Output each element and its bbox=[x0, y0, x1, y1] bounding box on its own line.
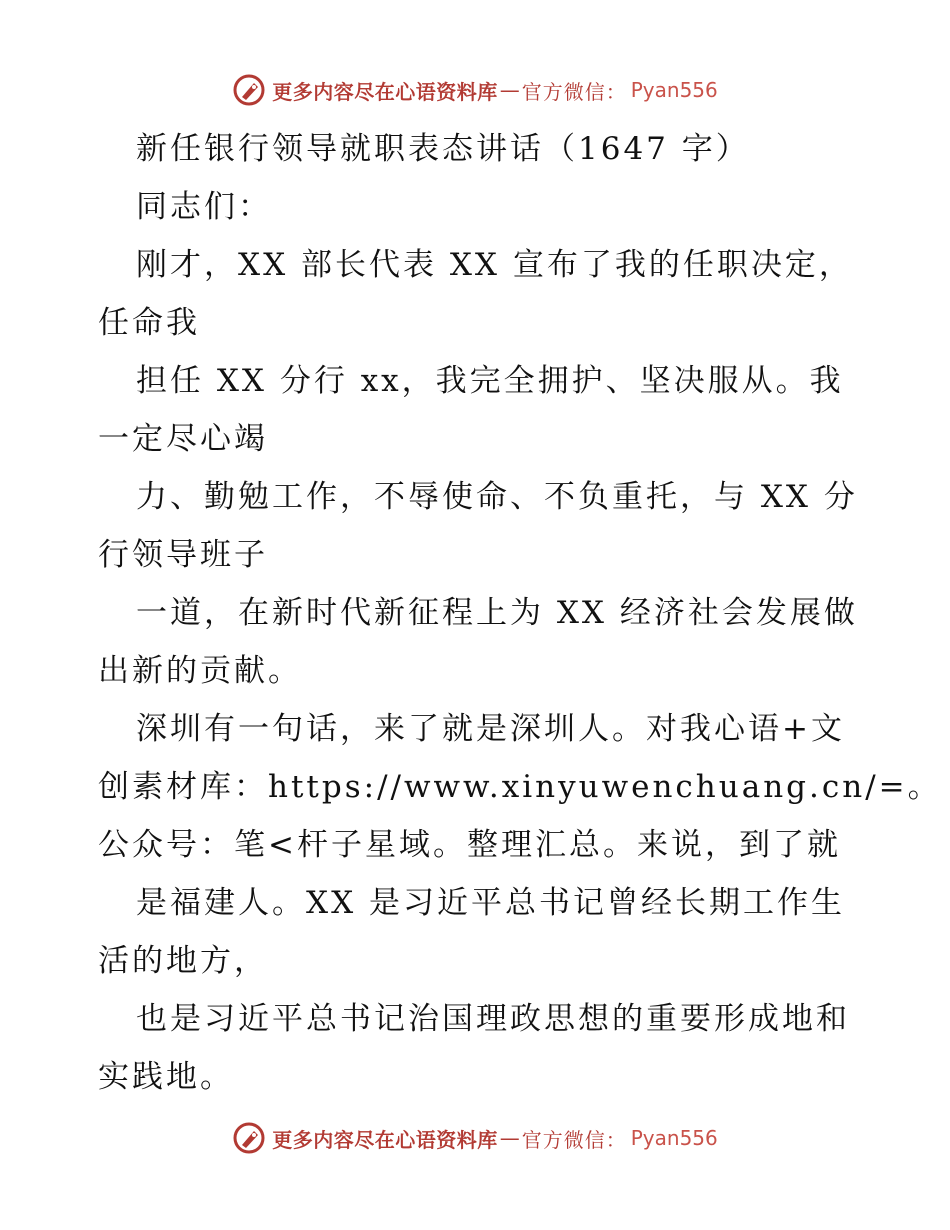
pen-nib-logo-icon bbox=[232, 1121, 266, 1155]
text-line: 是福建人。XX 是习近平总书记曾经长期工作生 bbox=[136, 885, 845, 921]
banner-wechat-label: 官方微信： bbox=[521, 1127, 627, 1152]
text-line: 活的地方， bbox=[98, 943, 268, 979]
header-watermark-banner bbox=[0, 70, 950, 110]
banner-wechat-id: Pyan556 bbox=[630, 78, 718, 102]
text-line: 任命我 bbox=[98, 305, 200, 341]
banner-wechat-id: Pyan556 bbox=[630, 1126, 718, 1150]
banner-dash: — bbox=[499, 1126, 520, 1150]
document-body bbox=[98, 120, 942, 1106]
text-line: 出新的贡献。 bbox=[98, 653, 302, 689]
text-line: 创素材库：https://www.xinyuwenchuang.cn/=。 bbox=[98, 769, 942, 805]
banner-brand-text: 更多内容尽在心语资料库 bbox=[272, 79, 498, 104]
banner-dash: — bbox=[499, 78, 520, 102]
text-line: 刚才，XX 部长代表 XX 宣布了我的任职决定， bbox=[136, 247, 853, 283]
banner-brand-text: 更多内容尽在心语资料库 bbox=[272, 1127, 498, 1152]
text-line: 实践地。 bbox=[98, 1059, 234, 1095]
text-line: 力、勤勉工作，不辱使命、不负重托，与 XX 分 bbox=[136, 479, 858, 515]
text-line: 公众号：笔<杆子星域。整理汇总。来说，到了就 bbox=[98, 827, 841, 863]
text-line: 担任 XX 分行 xx，我完全拥护、坚决服从。我 bbox=[136, 363, 844, 399]
text-line: 行领导班子 bbox=[98, 537, 268, 573]
banner-wechat-label: 官方微信： bbox=[521, 79, 627, 104]
footer-watermark-banner bbox=[0, 1118, 950, 1158]
text-line: 深圳有一句话，来了就是深圳人。对我心语+文 bbox=[136, 711, 845, 747]
text-line: 也是习近平总书记治国理政思想的重要形成地和 bbox=[136, 1001, 850, 1037]
text-line: 一定尽心竭 bbox=[98, 421, 268, 457]
text-line: 同志们： bbox=[136, 189, 272, 225]
document-title: 新任银行领导就职表态讲话（1647 字） bbox=[136, 131, 750, 167]
text-line: 一道，在新时代新征程上为 XX 经济社会发展做 bbox=[136, 595, 858, 631]
pen-nib-logo-icon bbox=[232, 73, 266, 107]
